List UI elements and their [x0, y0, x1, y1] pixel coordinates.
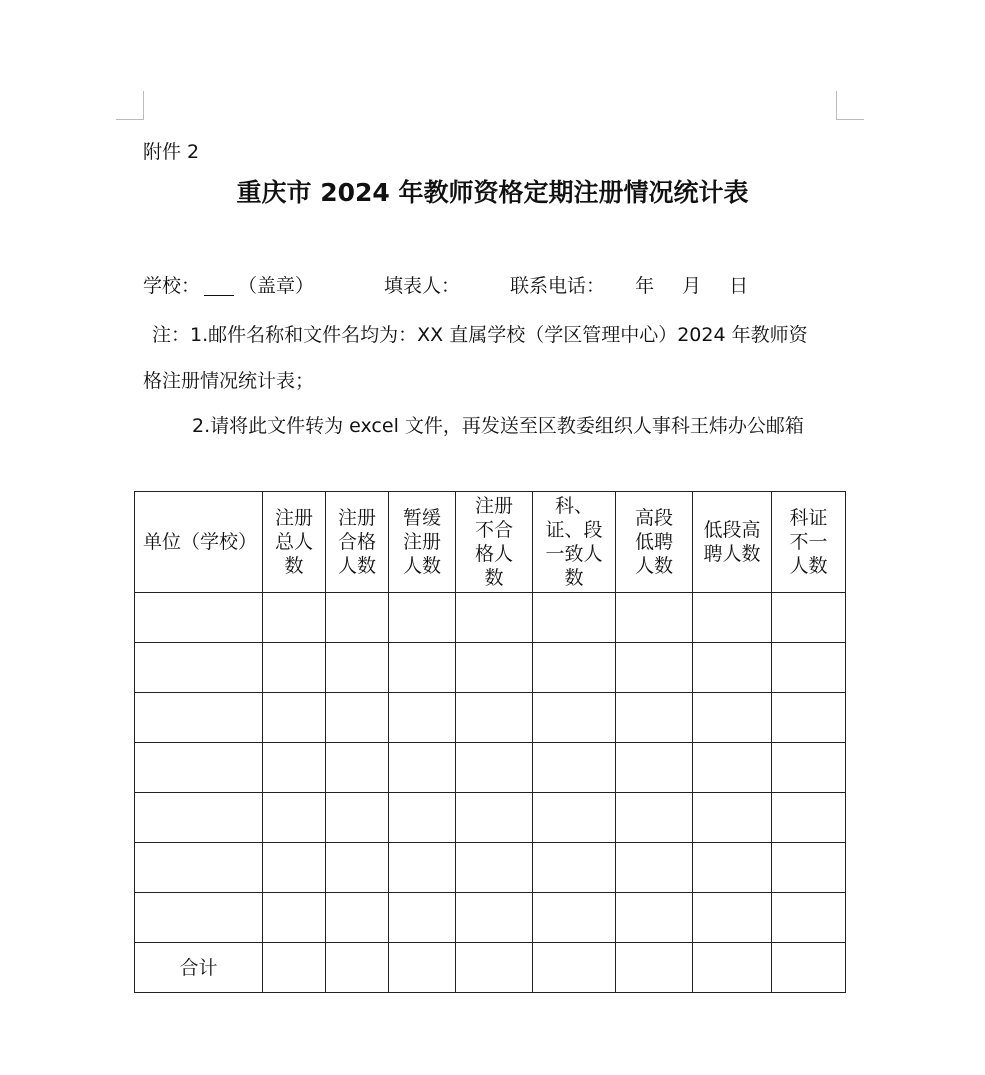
table-cell[interactable]	[389, 743, 456, 793]
header-cell: 科证不一人数	[772, 492, 846, 593]
table-cell[interactable]	[772, 843, 846, 893]
header-cell: 单位（学校）	[135, 492, 263, 593]
table-cell[interactable]	[693, 843, 772, 893]
table-cell[interactable]	[389, 843, 456, 893]
filler-label: 填表人：	[384, 275, 461, 297]
table-cell[interactable]	[616, 693, 693, 743]
table-cell[interactable]	[533, 943, 616, 993]
table-cell[interactable]	[326, 893, 389, 943]
note-2: 2.请将此文件转为 excel 文件，再发送至区教委组织人事科王炜办公邮箱	[192, 415, 804, 437]
table-cell[interactable]	[456, 643, 533, 693]
table-cell[interactable]	[263, 693, 326, 743]
table-cell[interactable]	[533, 593, 616, 643]
year-label: 年	[635, 275, 655, 297]
table-cell[interactable]	[693, 943, 772, 993]
table-cell[interactable]	[263, 643, 326, 693]
school-blank[interactable]	[204, 275, 234, 296]
table-cell[interactable]	[693, 793, 772, 843]
table-cell[interactable]	[616, 743, 693, 793]
table-cell[interactable]	[616, 593, 693, 643]
table-row	[135, 743, 846, 793]
table-cell[interactable]	[389, 693, 456, 743]
table-row	[135, 793, 846, 843]
header-cell: 注册合格人数	[326, 492, 389, 593]
table-cell[interactable]	[263, 943, 326, 993]
seal-label: （盖章）	[238, 275, 315, 297]
table-cell[interactable]	[772, 643, 846, 693]
table-cell[interactable]	[263, 593, 326, 643]
attachment-label: 附件 2	[143, 141, 200, 163]
table-cell[interactable]	[135, 643, 263, 693]
page-corner-mark	[143, 91, 144, 119]
page-corner-mark	[836, 119, 864, 120]
page-corner-mark	[116, 119, 144, 120]
day-label: 日	[729, 275, 749, 297]
table-cell[interactable]	[326, 643, 389, 693]
table-cell[interactable]	[693, 643, 772, 693]
table-total-row	[135, 943, 846, 993]
table-cell[interactable]	[389, 943, 456, 993]
table-cell[interactable]	[326, 943, 389, 993]
note-1-line-2: 格注册情况统计表；	[143, 370, 315, 392]
table-cell[interactable]	[389, 893, 456, 943]
table-cell[interactable]	[693, 693, 772, 743]
table-cell[interactable]	[456, 843, 533, 893]
table-cell[interactable]	[693, 743, 772, 793]
header-cell: 低段高聘人数	[693, 492, 772, 593]
statistics-table	[134, 491, 846, 993]
table-cell[interactable]	[326, 743, 389, 793]
table-cell[interactable]	[389, 643, 456, 693]
table-cell[interactable]	[263, 793, 326, 843]
table-cell[interactable]	[135, 693, 263, 743]
table-cell[interactable]	[263, 743, 326, 793]
header-cell: 注册不合格人数	[456, 492, 533, 593]
phone-label: 联系电话：	[510, 275, 606, 297]
table-cell[interactable]	[616, 893, 693, 943]
table-cell[interactable]	[326, 793, 389, 843]
table-cell[interactable]	[772, 693, 846, 743]
table-cell[interactable]	[389, 593, 456, 643]
table-cell[interactable]	[135, 893, 263, 943]
table-cell[interactable]	[616, 843, 693, 893]
header-cell: 注册总人数	[263, 492, 326, 593]
table-cell[interactable]	[456, 943, 533, 993]
table-cell[interactable]	[616, 793, 693, 843]
table-cell[interactable]	[533, 643, 616, 693]
school-label: 学校：	[143, 275, 201, 297]
table-header-row	[135, 492, 846, 593]
table-cell[interactable]	[533, 693, 616, 743]
table-cell[interactable]	[326, 593, 389, 643]
table-cell[interactable]	[263, 893, 326, 943]
page-corner-mark	[836, 91, 837, 119]
table-cell[interactable]	[693, 593, 772, 643]
table-cell[interactable]	[772, 743, 846, 793]
table-cell[interactable]	[326, 693, 389, 743]
table-cell[interactable]	[772, 793, 846, 843]
table-row	[135, 693, 846, 743]
table-cell[interactable]	[616, 943, 693, 993]
table-cell[interactable]	[456, 793, 533, 843]
table-cell[interactable]	[135, 843, 263, 893]
table-cell[interactable]	[533, 843, 616, 893]
table-cell[interactable]	[456, 693, 533, 743]
table-cell[interactable]	[456, 893, 533, 943]
table-row	[135, 593, 846, 643]
header-cell: 高段低聘人数	[616, 492, 693, 593]
table-cell[interactable]	[326, 843, 389, 893]
table-cell[interactable]	[263, 843, 326, 893]
table-cell[interactable]	[135, 743, 263, 793]
page-title: 重庆市 2024 年教师资格定期注册情况统计表	[236, 178, 749, 207]
table-cell[interactable]	[616, 643, 693, 693]
table-row	[135, 843, 846, 893]
table-cell[interactable]	[772, 893, 846, 943]
month-label: 月	[682, 275, 702, 297]
form-info-line	[143, 271, 748, 298]
table-cell[interactable]	[693, 893, 772, 943]
table-cell[interactable]	[456, 593, 533, 643]
total-label: 合计	[135, 943, 263, 993]
table-cell[interactable]	[533, 743, 616, 793]
header-cell: 暂缓注册人数	[389, 492, 456, 593]
table-cell[interactable]	[135, 793, 263, 843]
table-cell[interactable]	[772, 593, 846, 643]
table-cell[interactable]	[135, 593, 263, 643]
table-cell[interactable]	[772, 943, 846, 993]
header-cell: 科、证、段一致人数	[533, 492, 616, 593]
table-cell[interactable]	[533, 793, 616, 843]
table-cell[interactable]	[389, 793, 456, 843]
table-cell[interactable]	[533, 893, 616, 943]
table-row	[135, 643, 846, 693]
table-row	[135, 893, 846, 943]
note-1-line-1: 注：1.邮件名称和文件名均为：XX 直属学校（学区管理中心）2024 年教师资	[152, 324, 808, 346]
table-cell[interactable]	[456, 743, 533, 793]
